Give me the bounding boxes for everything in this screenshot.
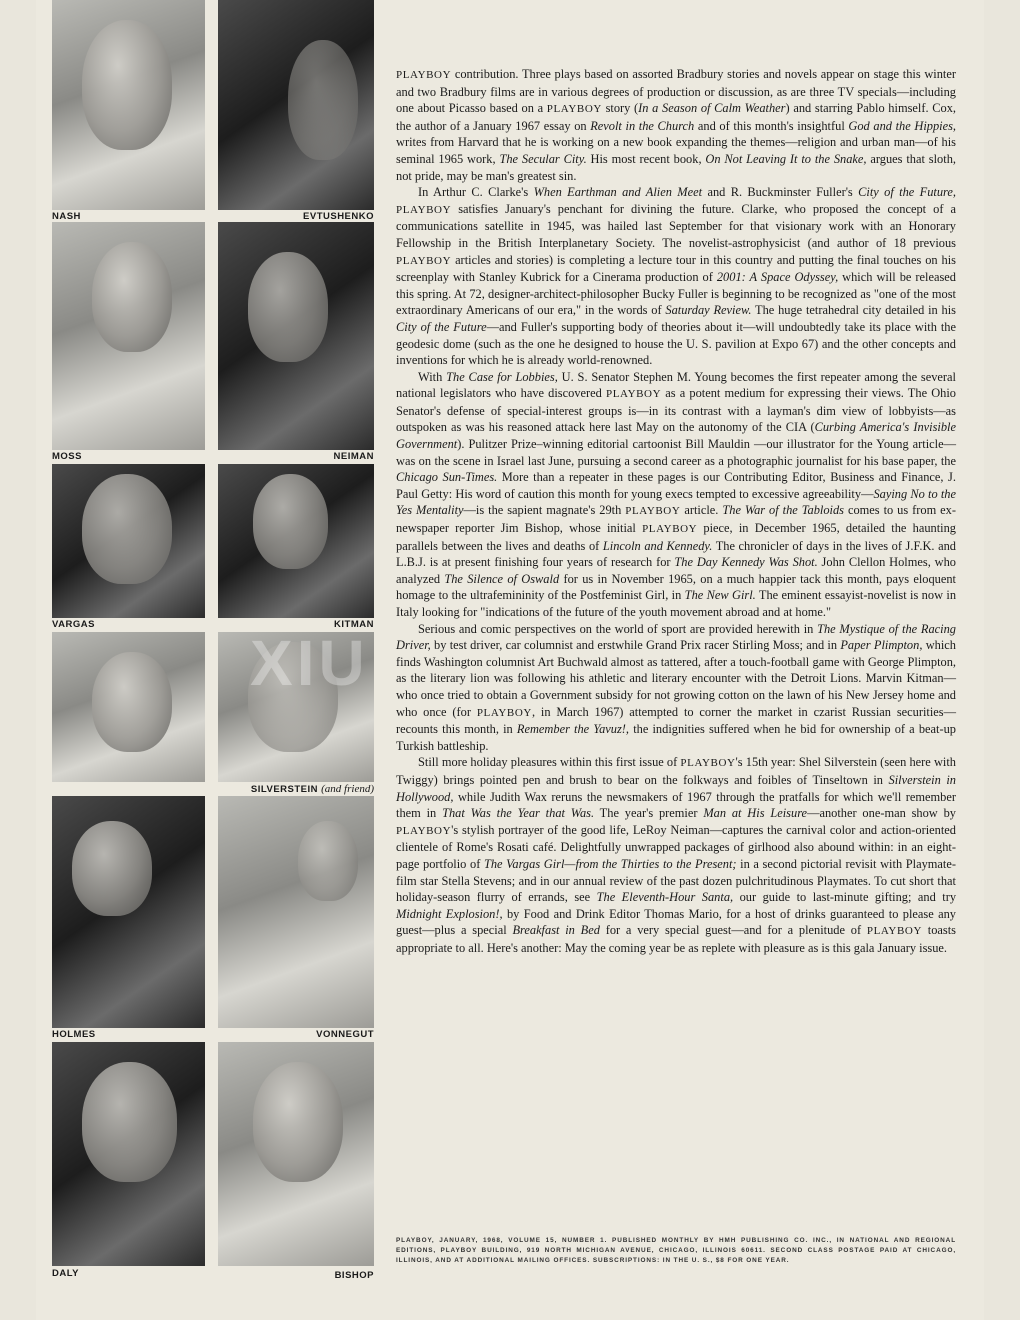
caption-neiman: NEIMAN <box>333 451 374 462</box>
photo-evtushenko <box>218 0 374 210</box>
text-run: In Arthur C. Clarke's <box>418 185 534 200</box>
magazine-name: PLAYBOY <box>642 523 698 536</box>
paragraph-bradbury-cox <box>396 66 956 184</box>
text-run: and of this month's insightful <box>694 118 849 133</box>
photo-kitman <box>218 464 374 618</box>
title-italic: Man at His Leisure <box>703 806 808 821</box>
text-run: ) and starring Pablo himself. Cox, the author of a January 1967 essay on <box>396 101 957 133</box>
text-run: The chronicler of days in the lives of J.F.K. and L.B.J. is at present finishing four years of research for <box>396 538 956 570</box>
title-italic: The New Girl. <box>684 588 756 603</box>
text-run: —another one-man show by <box>807 806 956 821</box>
text-run: argues that sloth, not pride, may be man's greatest sin. <box>396 151 956 183</box>
title-italic: Chicago Sun-Times. <box>396 470 498 485</box>
text-run: —and Fuller's supporting body of theories about it—will undoubtedly take its place with the geodesic dome (such as the one he designed to house the U. S. pavilion at Expo 67) and the other concepts and inventions for which he is already world-renowned. <box>396 319 956 368</box>
text-run: for a very special guest—and for a plenitude of <box>599 923 867 938</box>
title-italic: Breakfast in Bed <box>512 923 600 938</box>
magazine-name: PLAYBOY <box>396 203 452 216</box>
photo-pair-2 <box>52 222 374 464</box>
title-italic: The War of the Tabloids <box>722 503 844 518</box>
text-run: for us in November 1965, on a much happier tack this month, pays eloquent homage to the ultrafemininity of the Postfeminist Girl, in <box>396 571 956 603</box>
text-run: writes from Harvard that he is working on a new book expanding the themes—religion and urban man—of his seminal 1965 work, <box>396 135 956 166</box>
title-italic: Remember the Yavuz!, <box>516 722 630 737</box>
photo-daly <box>52 1042 205 1266</box>
text-run: ). Pulitzer Prize–winning editorial cartoonist Bill Mauldin —our illustrator for the Young article—was on the scene in Israel last June, pursuing a second career as a photographic journalist for his base paper, the <box>396 437 956 468</box>
text-run: With <box>418 369 447 384</box>
title-italic: 2001: A Space Odyssey, <box>716 270 839 285</box>
text-run: as a potent medium for expressing their views. The Ohio Senator's defense of special-interest groups is—in its contrast with a layman's dim view of lobbyists—as outspoken as was his reasoned attack here last May on the autonomy of the CIA ( <box>396 386 957 435</box>
photo-pair-6 <box>52 1042 374 1282</box>
photo-moss <box>52 222 205 450</box>
title-italic: The Case for Lobbies, <box>446 369 558 384</box>
text-run: John Clellon Holmes, who analyzed <box>396 555 956 586</box>
magazine-name: PLAYBOY <box>396 69 452 81</box>
article-body <box>396 66 956 956</box>
text-run: satisfies January's penchant for divining the future. Clarke, who proposed the concept of a communications satellite in 1945, was hailed last September for that visionary work with an Honorary Fellowship in the British Interplanetary Society. The novelist-astrophysicist (and author of 18 previous <box>396 201 956 250</box>
text-run: Serious and comic perspectives on the world of sport are provided herewith in <box>418 621 818 636</box>
text-run: His most recent book, <box>586 151 706 166</box>
photo-pair-1 <box>52 0 374 224</box>
title-italic: Saying No to the Yes Mentality <box>396 486 956 518</box>
title-italic: City of the Future <box>396 319 487 334</box>
caption-evtushenko: EVTUSHENKO <box>303 211 374 222</box>
magazine-name: PLAYBOY <box>606 388 662 401</box>
photo-silverstein <box>218 632 374 782</box>
caption-nash: NASH <box>52 211 81 222</box>
text-run: More than a repeater in these pages is our Contributing Editor, Business and Finance, J. Paul Getty: His word of caution this month for young execs tempted to excessive agreeability— <box>396 470 956 501</box>
title-italic: Paper Plimpton, <box>840 638 923 653</box>
text-run: contribution. Three plays based on assorted Bradbury stories and novels appear on stage this winter and two Bradbury films are in various degrees of production or discussion, as are three TV specials—including one about Picasso based on a <box>396 67 956 116</box>
text-run: which finds Washington columnist Art Buchwald almost as tattered, after a touch-football game with George Plimpton, as the literary lion was following his athletic and literary encounter with the Detroit Lions. Marvin Kitman—who once tried to obtain a Government subsidy for not growing cotton on the lawn of his New Jersey home and who once (for <box>396 638 956 719</box>
photo-nash <box>52 0 205 210</box>
magazine-name: PLAYBOY <box>546 103 602 116</box>
title-italic: Lincoln and Kennedy. <box>602 538 713 553</box>
text-run: Still more holiday pleasures within this first issue of <box>418 755 681 770</box>
text-run: story ( <box>601 101 639 116</box>
title-italic: City of the Future, <box>858 185 956 200</box>
photo-pair-5 <box>52 796 374 1042</box>
magazine-name: PLAYBOY <box>680 757 736 770</box>
text-run: U. S. Senator Stephen M. Young becomes the first repeater among the several national legislators who have discovered <box>396 369 956 401</box>
text-run: article. <box>680 503 723 518</box>
title-italic: Saturday Review. <box>665 303 752 318</box>
title-italic: The Secular City. <box>499 151 587 166</box>
text-run: our guide to last-minute gifting; and try <box>733 890 957 905</box>
photo-vargas <box>52 464 205 618</box>
title-italic: God and the Hippies, <box>848 118 957 133</box>
paragraph-young-getty-bishop <box>396 369 956 621</box>
caption-silverstein-note: (and friend) <box>321 783 374 795</box>
magazine-name: PLAYBOY <box>396 254 452 267</box>
paragraph-holiday <box>396 754 956 956</box>
photo-twiggy <box>52 632 205 782</box>
text-run: The year's premier <box>594 806 704 821</box>
text-run: The huge tetrahedral city detailed in his <box>751 303 956 318</box>
text-run: , in March 1967) attempted to corner the market in czarist Russian securities—recounts this month, in <box>396 704 956 737</box>
caption-vonnegut: VONNEGUT <box>316 1029 374 1040</box>
title-italic: Silverstein in Hollywood, <box>396 772 956 804</box>
text-run: the indignities suffered when he bid for ownership of a beat-up Turkish battleship. <box>396 722 956 753</box>
title-italic: The Silence of Oswald <box>444 571 560 586</box>
paragraph-clarke-fuller <box>396 184 956 369</box>
photo-neiman <box>218 222 374 450</box>
title-italic: The Mystique of the Racing Driver, <box>396 621 956 653</box>
title-italic: When Earthman and Alien Meet <box>533 185 703 200</box>
photo-bishop <box>218 1042 374 1266</box>
photo-vonnegut <box>218 796 374 1028</box>
photo-holmes <box>52 796 205 1028</box>
text-run: toasts appropriate to all. Here's another: May the coming year be as replete with pleasure as is this gala January issue. <box>396 923 956 955</box>
magazine-name: PLAYBOY <box>396 824 452 837</box>
title-italic: Curbing America's Invisible Government <box>396 420 956 452</box>
magazine-name: PLAYBOY <box>866 925 922 938</box>
caption-daly: DALY <box>52 1268 79 1279</box>
paragraph-sport <box>396 621 956 755</box>
caption-silverstein: SILVERSTEIN (and friend) <box>250 783 374 795</box>
caption-moss: MOSS <box>52 451 82 462</box>
watermark: XIU <box>250 627 369 699</box>
text-run: 's 15th year: Shel Silverstein (seen here with Twiggy) brings pointed pen and brush to bear on the folkways and foibles of Tinseltown in <box>396 755 956 787</box>
magazine-name: PLAYBOY <box>625 505 681 518</box>
text-run: in a second pictorial revisit with Playmate-film star Stella Stevens; and in our annual review of the past dozen pulchritudinous Playmates. To cut short that holiday-season flurry of errands, see <box>396 856 956 905</box>
publication-footer: PLAYBOY, JANUARY, 1968, VOLUME 15, NUMBER 1. PUBLISHED MONTHLY BY HMH PUBLISHING CO. INC., IN NATIONAL AND REGIONAL EDITIONS, PLAYBOY BUILDING, 919 NORTH MICHIGAN AVENUE, CHICAGO, ILLINOIS 60611. SECOND CLASS POSTAGE PAID AT CHICAGO, ILLINOIS, AND AT ADDITIONAL MAILING OFFICES. SUBSCRIPTIONS: IN THE U. S., $8 FOR ONE YEAR. <box>396 1237 956 1264</box>
text-run: —is the sapient magnate's 29th <box>463 503 626 518</box>
text-run: and R. Buckminster Fuller's <box>702 185 859 200</box>
text-run: by test driver, car columnist and erstwhile Grand Prix racer Stirling Moss; and in <box>430 638 841 653</box>
caption-bishop: BISHOP <box>334 1270 374 1281</box>
text-run: by Food and Drink Editor Thomas Mario, for a host of drinks guaranteed to please any guest—plus a special <box>396 906 956 938</box>
title-italic: The Day Kennedy Was Shot. <box>674 555 818 570</box>
title-italic: Revolt in the Church <box>590 118 695 133</box>
text-run: piece, in December 1965, detailed the haunting parallels between the lives and deaths of <box>396 521 956 553</box>
title-italic: The Vargas Girl—from the Thirties to the Present; <box>483 856 737 871</box>
photo-pair-4 <box>52 632 374 798</box>
text-run: while Judith Wax reruns the newsmakers of 1967 through the pratfalls for which we'll remember them in <box>396 789 956 821</box>
text-run: 's stylish portrayer of the good life, LeRoy Neiman—captures the carnival color and action-oriented clientele of Rome's Rosati café. Delightfully unwrapped packages of girlhood also abound within: in an eight-page portfolio of <box>396 822 956 871</box>
text-run: comes to us from ex-newspaper reporter Jim Bishop, whose initial <box>396 503 956 536</box>
caption-kitman: KITMAN <box>334 619 374 630</box>
title-italic: In a Season of Calm Weather <box>638 101 786 116</box>
text-run: The eminent essayist-novelist is now in Italy looking for "indications of the future of the youth movement abroad and at home." <box>396 588 957 619</box>
text-run: which will be released this spring. At 72, designer-architect-philosopher Bucky Fuller is beginning to be recognized as "one of the most extraordinary Americans of our era," in the words of <box>396 270 956 318</box>
title-italic: The Eleventh-Hour Santa, <box>596 890 734 905</box>
title-italic: That Was the Year that Was. <box>442 806 595 821</box>
caption-holmes: HOLMES <box>52 1029 96 1040</box>
photo-pair-3 <box>52 464 374 632</box>
magazine-name: PLAYBOY <box>476 706 532 719</box>
caption-vargas: VARGAS <box>52 619 95 630</box>
text-run: articles and stories) is completing a lecture tour in this country and putting the final touches on his screenplay with Stanley Kubrick for a Cinerama production of <box>396 252 956 285</box>
title-italic: On Not Leaving It to the Snake, <box>705 151 867 166</box>
title-italic: Midnight Explosion!, <box>396 906 503 921</box>
